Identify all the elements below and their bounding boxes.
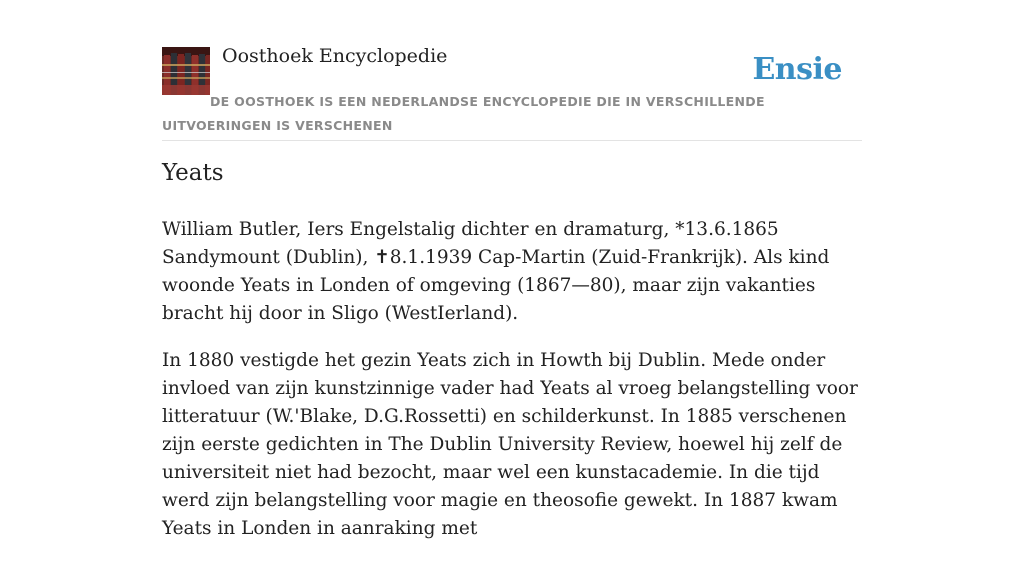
header xyxy=(162,0,862,141)
site-name[interactable]: Oosthoek Encyclopedie xyxy=(222,45,448,67)
article-title: Yeats xyxy=(162,160,224,186)
content-container xyxy=(162,0,862,539)
ensie-logo[interactable]: Ensie xyxy=(752,52,842,87)
book-spines-icon[interactable] xyxy=(162,47,210,95)
article-paragraph: In 1880 vestigde het gezin Yeats zich in Howth bij Dublin. Mede onder invloed van zijn kunstzinnige vader had Yeats al vroeg belangstelling voor litteratuur (W.'Blake, D.G.Rossetti) en schilderkunst. In 1885 verschenen zijn eerste gedichten in The Dublin University Review, hoewel hij zelf de universiteit niet had bezocht, maar wel een kunstacademie. In die tijd werd zijn belangstelling voor magie en theosofie gewekt. In 1887 kwam Yeats in Londen in aanraking met xyxy=(162,350,858,539)
tagline: DE OOSTHOEK IS EEN NEDERLANDSE ENCYCLOPEDIE DIE IN VERSCHILLENDE UITVOERINGEN IS VERSCHENEN xyxy=(162,94,765,133)
article-paragraph: William Butler, Iers Engelstalig dichter en dramaturg, *13.6.1865 Sandymount (Dublin), ✝8.1.1939 Cap-Martin (Zuid-Frankrijk). Als kind woonde Yeats in Londen of omgeving (1867—80), maar zijn vakanties bracht hij door in Sligo (WestIerland). xyxy=(162,219,830,324)
article-body xyxy=(162,216,862,562)
